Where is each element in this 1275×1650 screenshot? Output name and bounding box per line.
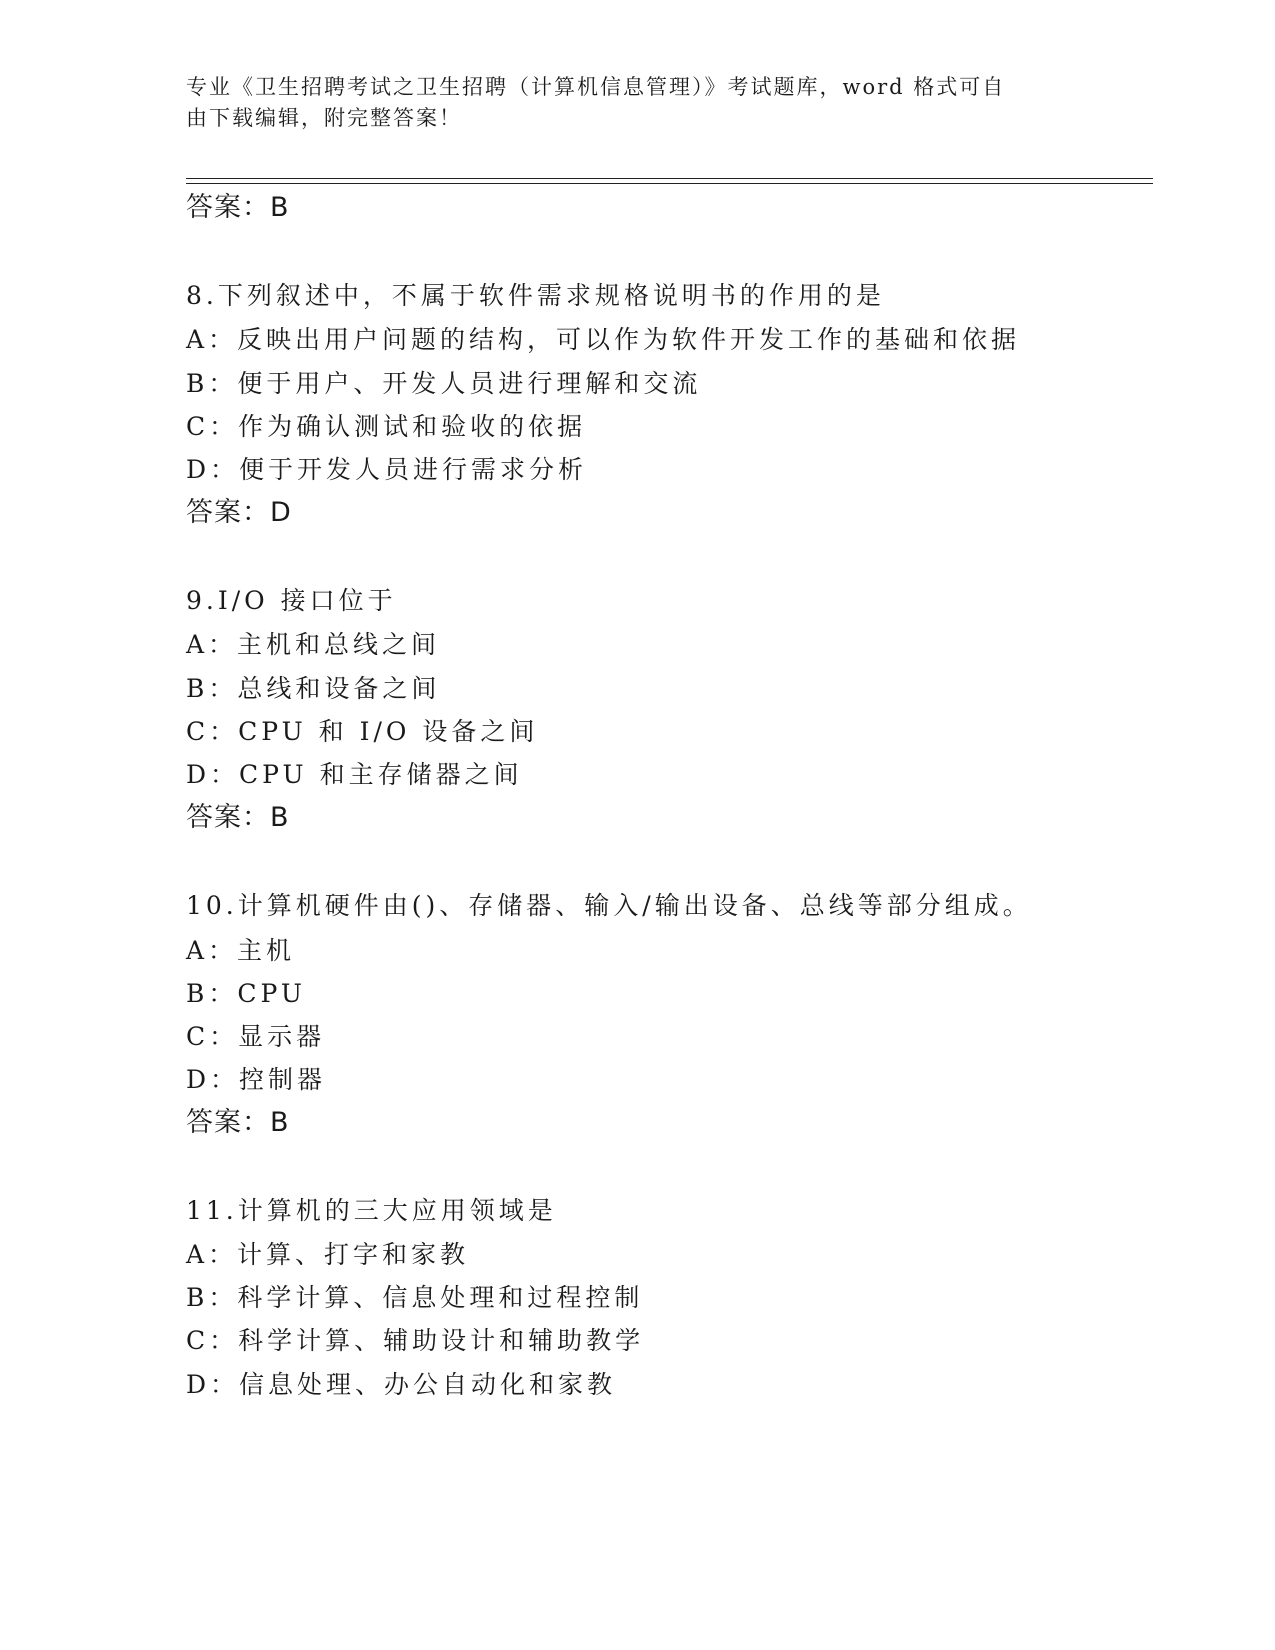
option-c: C：显示器 xyxy=(186,1022,326,1051)
option-d: D：CPU 和主存储器之间 xyxy=(186,760,523,789)
option-d: D：控制器 xyxy=(186,1065,327,1094)
question-stem: 8.下列叙述中，不属于软件需求规格说明书的作用的是 xyxy=(186,281,885,310)
option-a: A：反映出用户问题的结构，可以作为软件开发工作的基础和依据 xyxy=(186,325,1021,354)
question-stem: 10.计算机硬件由()、存储器、输入/输出设备、总线等部分组成。 xyxy=(186,891,1032,920)
header-divider-top xyxy=(186,178,1153,179)
question-stem: 11.计算机的三大应用领域是 xyxy=(186,1196,557,1225)
option-c: C：科学计算、辅助设计和辅助教学 xyxy=(186,1326,645,1355)
option-d: D：信息处理、办公自动化和家教 xyxy=(186,1370,617,1399)
answer-line: 答案：D xyxy=(186,497,292,528)
option-c: C：作为确认测试和验收的依据 xyxy=(186,412,587,441)
question-stem: 9.I/O 接口位于 xyxy=(186,586,397,615)
option-d: D：便于开发人员进行需求分析 xyxy=(186,455,588,484)
answer-line: 答案：B xyxy=(186,1107,290,1138)
option-b: B：科学计算、信息处理和过程控制 xyxy=(186,1283,644,1312)
option-a: A：主机 xyxy=(186,936,296,965)
option-a: A：计算、打字和家教 xyxy=(186,1240,470,1269)
option-b: B：总线和设备之间 xyxy=(186,674,441,703)
option-a: A：主机和总线之间 xyxy=(186,630,441,659)
document-header xyxy=(186,72,1066,134)
header-line-2: 由下载编辑，附完整答案！ xyxy=(186,106,462,130)
option-b: B：CPU xyxy=(186,979,306,1008)
option-b: B：便于用户、开发人员进行理解和交流 xyxy=(186,369,702,398)
header-divider-bottom xyxy=(186,183,1153,184)
header-line-1: 专业《卫生招聘考试之卫生招聘（计算机信息管理）》考试题库，word 格式可自 xyxy=(186,75,1006,99)
answer-line: 答案：B xyxy=(186,802,290,833)
option-c: C：CPU 和 I/O 设备之间 xyxy=(186,717,539,746)
answer-line: 答案：B xyxy=(186,192,290,223)
